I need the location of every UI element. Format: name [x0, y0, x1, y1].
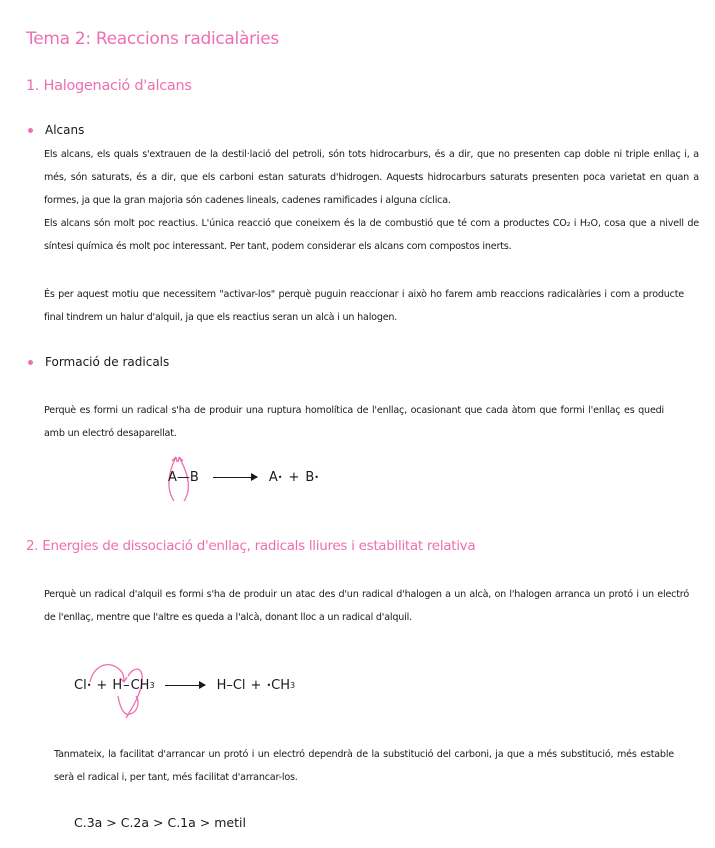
stability-order: C.3a > C.2a > C.1a > metil — [74, 815, 246, 830]
radical-dot: • — [86, 681, 92, 690]
reactant-cl: Cl — [74, 678, 87, 693]
paragraph-activation: És per aquest motiu que necessitem "activar-los" perquè puguin reaccionar i això ho farem amb reaccions radicalàries i com a producte final tindrem un halur d'alquil, ja que els reactius seran un alcà i un halogen. — [44, 289, 684, 323]
page-title: Tema 2: Reaccions radicalàries — [26, 29, 279, 49]
paragraph-radical-formation: Perquè es formi un radical s'ha de produir una ruptura homolítica de l'enllaç, ocasionant que cada àtom que formi l'enllaç es quedi amb un electró desaparellat. — [44, 405, 664, 439]
reaction-arrow-icon — [165, 685, 205, 686]
bullet-label: Formació de radicals — [45, 355, 170, 369]
bullet-label: Alcans — [45, 123, 85, 137]
paragraph-substitution: Tanmateix, la facilitat d'arrancar un protó i un electró dependrà de la substitució del carboni, ja que a més substitució, més estable serà el radical i, per tant, més facilitat d'arrancar-los. — [54, 749, 674, 783]
radical-dot: • — [277, 473, 283, 482]
subscript-3: 3 — [290, 681, 296, 690]
paragraph-alcans-definition: Els alcans, els quals s'extrauen de la destil·lació del petroli, són tots hidrocarburs, és a dir, que no presenten cap doble ni triple enllaç i, a més, són saturats, és a dir, que els carboni estan saturats d'hidrogen. Aquests hidrocarburs saturats presenten poca varietat en quan a formes, ja que la gran majoria són cadenes lineals, cadenes ramificades i alguna cíclica. — [44, 149, 699, 206]
subscript-3: 3 — [149, 681, 155, 690]
reactant-ch: CH — [130, 678, 150, 693]
reactant-h: H — [112, 678, 123, 693]
bullet-dot — [28, 360, 33, 365]
paragraph-alkyl-radical: Perquè un radical d'alquil es formi s'ha de produir un atac des d'un radical d'halogen a un alcà, on l'halogen arranca un protó i un electró de l'enllaç, mentre que l'altre es queda a l'alcà, donant lloc a un radical d'alquil. — [44, 589, 689, 623]
plus-sign: + — [96, 678, 108, 693]
bullet-dot — [28, 128, 33, 133]
equation-homolysis — [168, 470, 319, 485]
plus-sign: + — [288, 470, 300, 485]
reaction-arrow-icon — [213, 477, 257, 478]
equation-hydrogen-abstraction: Cl • + H – CH 3 H–Cl + • CH 3 — [74, 678, 296, 693]
radical-dot: • — [314, 473, 319, 482]
product-hcl: H–Cl — [216, 678, 246, 693]
reactant-ab: A—B — [168, 470, 199, 485]
product-b: B — [305, 470, 315, 485]
bullet-alcans — [28, 123, 84, 137]
plus-sign: + — [250, 678, 262, 693]
radical-dot: • — [266, 681, 272, 690]
product-ch: CH — [271, 678, 291, 693]
paragraph-alcans-reactivity: Els alcans són molt poc reactius. L'única reacció que coneixem és la de combustió que té com a productes CO₂ i H₂O, cosa que a nivell de síntesi química és molt poc interessant. Per tant, podem considerar els alcans com compostos inerts. — [44, 218, 699, 252]
bullet-formacio-radicals — [28, 355, 169, 369]
product-a: A — [268, 470, 278, 485]
section-heading-halogenacio: 1. Halogenació d'alcans — [26, 78, 192, 94]
section-heading-energies: 2. Energies de dissociació d'enllaç, radicals lliures i estabilitat relativa — [26, 538, 476, 554]
